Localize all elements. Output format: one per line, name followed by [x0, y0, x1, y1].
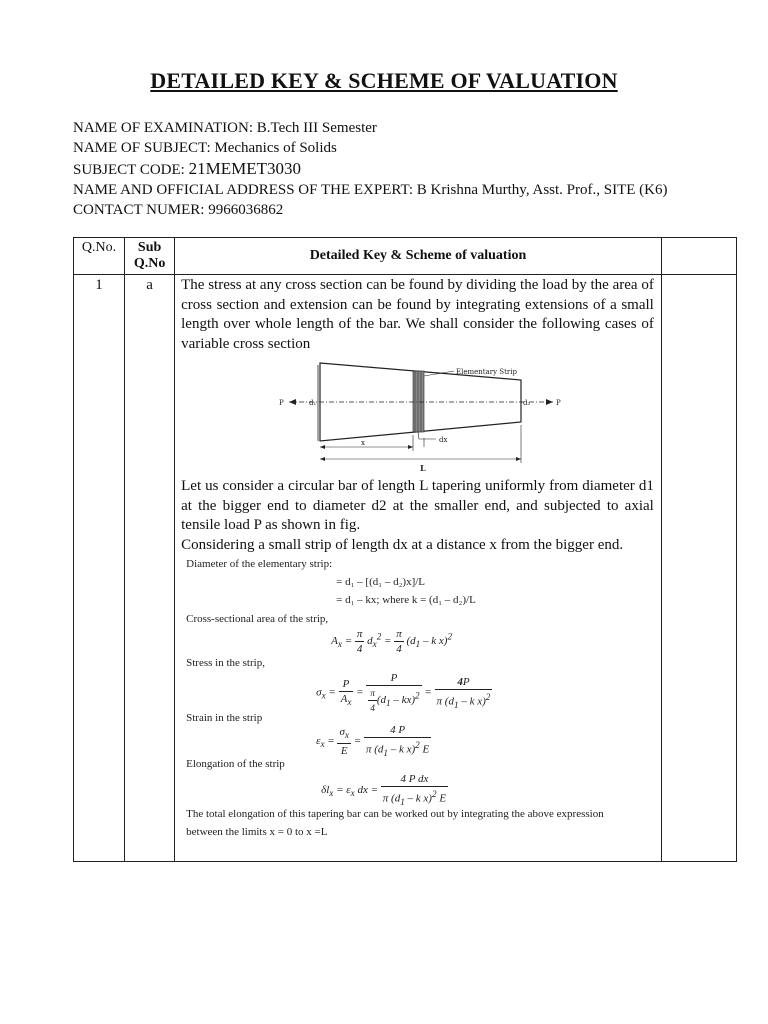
fig-strip-label: Elementary Strip: [456, 368, 518, 376]
answer-strip: Considering a small strip of length dx at a distance x from the bigger end.: [181, 536, 624, 553]
table-row: [74, 275, 737, 862]
cell-marks: [661, 275, 736, 862]
contact-number: CONTACT NUMER: 9966036862: [73, 202, 284, 219]
valuation-table: [73, 237, 737, 862]
deriv-diameter-label: Diameter of the elementary strip:: [186, 558, 333, 570]
answer-setup: Let us consider a circular bar of length L tapering uniformly from diameter d1 at the bigger end to diameter d2 at the smaller end, and subjected to axial tensile load P as shown in fig.: [181, 478, 654, 533]
header-sub-line1: Sub: [137, 240, 162, 255]
deriv-diameter-eq2: = d₁ – kx; where k = (d₁ – d₂)/L: [336, 594, 476, 606]
fig-dx: dx: [439, 436, 448, 444]
fig-d1: d₁: [309, 399, 317, 407]
cell-answer: [175, 275, 662, 862]
cell-qno: 1: [74, 275, 125, 862]
header-sub-line2: Q.No: [133, 256, 166, 271]
deriv-total-line1: The total elongation of this tapering bar can be worked out by integrating the above expression: [186, 808, 604, 820]
deriv-strain-eq: $\varepsilon_x$ = $\frac{\sigma_x}{E}$ = $\frac{4 P}{\pi (d_1 - k x)^2 E}$: [316, 724, 430, 758]
deriv-stress-eq: $\sigma_x$ = $\frac{P}{A_x}$ = P $\frac{\pi}{4}$ $(d_1 - kx)^2$ = $\frac{4P}{\pi (d_1 - k x)^2}$: [316, 672, 491, 713]
derivation-block: [181, 555, 654, 838]
subject-name: NAME OF SUBJECT: Mechanics of Solids: [73, 140, 337, 157]
cell-sub-qno: a: [125, 275, 175, 862]
page-title: DETAILED KEY & SCHEME OF VALUATION: [150, 68, 618, 93]
deriv-diameter-eq1: = d₁ – [(d₁ – d₂)x]/L: [336, 576, 426, 588]
fig-p-left: P: [279, 399, 284, 407]
header-qno: Q.No.: [74, 238, 125, 275]
header-sub-qno: [125, 238, 175, 275]
table-header-row: [74, 238, 737, 275]
subject-code-label: SUBJECT CODE:: [73, 161, 189, 178]
deriv-strain-label: Strain in the strip: [186, 712, 263, 724]
subject-code-value: 21MEMET3030: [188, 158, 301, 178]
header-marks: [661, 238, 736, 275]
deriv-elongation-eq: $\delta l_x = \varepsilon_x$ dx = $\frac{\text{4 P dx}}{\pi (d_1 - k x)^2 E}$: [321, 773, 447, 807]
answer-intro: The stress at any cross section can be found by dividing the load by the area of cross section and extension can be found by integrating extensions of a small length over whole length of the bar. We shall consider the following cases of variable cross section: [181, 277, 654, 352]
deriv-stress-label: Stress in the strip,: [186, 657, 265, 669]
fig-L: L: [420, 463, 426, 473]
fig-d2: d₂: [523, 399, 531, 407]
subject-code: [73, 159, 668, 180]
fig-x: x: [361, 439, 366, 447]
expert-address: NAME AND OFFICIAL ADDRESS OF THE EXPERT: B Krishna Murthy, Asst. Prof., SITE (K6): [73, 181, 668, 198]
exam-name: NAME OF EXAMINATION: B.Tech III Semester: [73, 120, 377, 136]
tapering-bar-figure: [181, 359, 654, 477]
deriv-elongation-label: Elongation of the strip: [186, 758, 285, 770]
deriv-total-line2: between the limits x = 0 to x =L: [186, 826, 328, 838]
exam-meta: [73, 118, 668, 220]
header-key: Detailed Key & Scheme of valuation: [175, 238, 662, 275]
deriv-area-label: Cross-sectional area of the strip,: [186, 613, 329, 625]
deriv-area-eq: $A_x$ = $\frac{\pi}{4}$ $d_x^2$ = $\frac{\pi}{4}$ ($d_1$ – k x)$^2$: [331, 628, 453, 655]
fig-p-right: P: [556, 399, 561, 407]
